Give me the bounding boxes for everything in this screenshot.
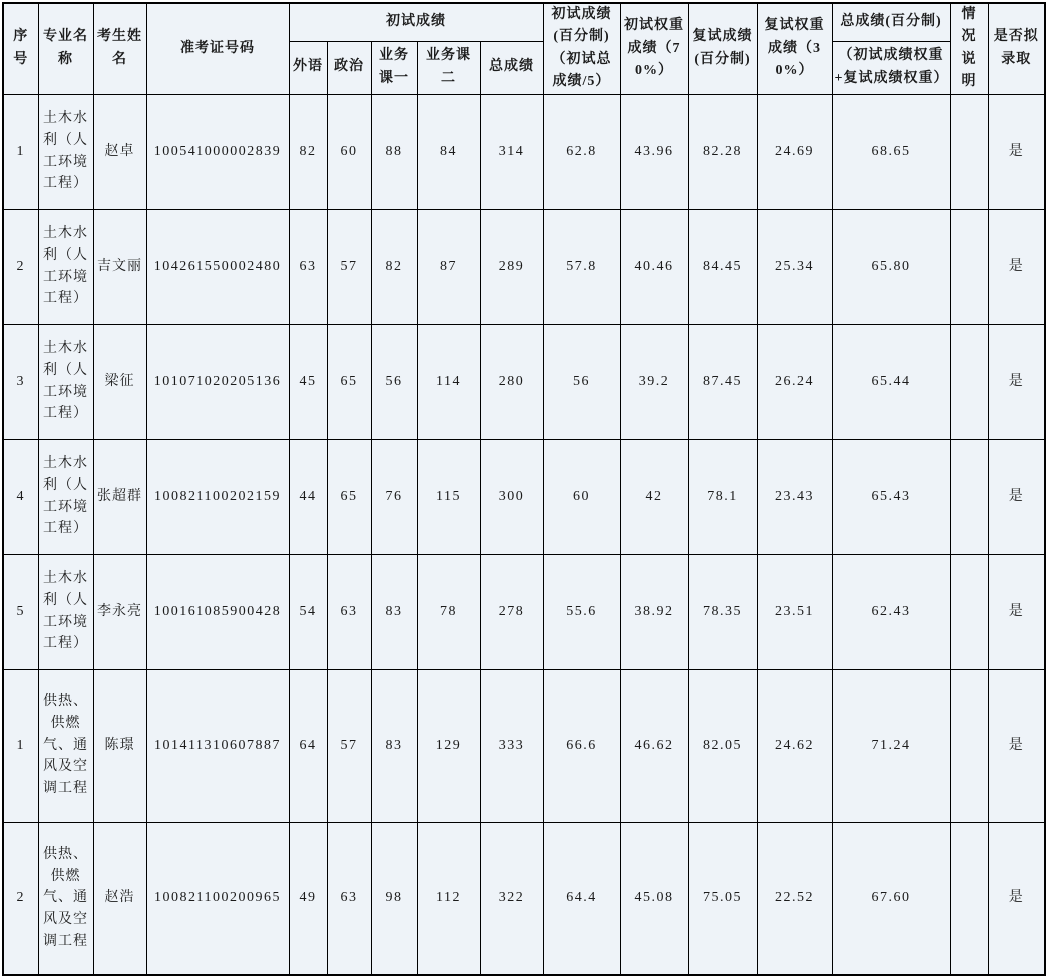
cell-note	[950, 439, 988, 554]
cell-retest-weighted: 23.51	[757, 554, 832, 669]
cell-initial-total: 289	[480, 209, 543, 324]
cell-serial: 3	[3, 324, 38, 439]
cell-initial-pct: 60	[543, 439, 620, 554]
cell-course-two: 129	[417, 669, 480, 822]
cell-initial-total: 314	[480, 94, 543, 209]
cell-candidate-name: 赵卓	[93, 94, 146, 209]
cell-retest-weighted: 24.62	[757, 669, 832, 822]
cell-politics: 63	[327, 822, 371, 975]
cell-final-score: 67.60	[832, 822, 950, 975]
cell-foreign-language: 44	[289, 439, 327, 554]
header-initial-pct: 初试成绩(百分制)（初试总成绩/5）	[543, 3, 620, 94]
cell-initial-weighted: 45.08	[620, 822, 688, 975]
cell-note	[950, 669, 988, 822]
cell-course-one: 83	[371, 669, 417, 822]
cell-candidate-name: 张超群	[93, 439, 146, 554]
cell-politics: 60	[327, 94, 371, 209]
cell-admitted: 是	[988, 94, 1045, 209]
cell-admitted: 是	[988, 439, 1045, 554]
cell-serial: 4	[3, 439, 38, 554]
cell-course-two: 84	[417, 94, 480, 209]
header-initial-weighted: 初试权重成绩（70%）	[620, 3, 688, 94]
cell-candidate-name: 吉文丽	[93, 209, 146, 324]
cell-course-one: 76	[371, 439, 417, 554]
header-major: 专业名称	[38, 3, 93, 94]
cell-initial-pct: 64.4	[543, 822, 620, 975]
cell-retest-weighted: 23.43	[757, 439, 832, 554]
cell-final-score: 62.43	[832, 554, 950, 669]
cell-politics: 65	[327, 439, 371, 554]
cell-foreign-language: 45	[289, 324, 327, 439]
cell-candidate-name: 李永亮	[93, 554, 146, 669]
cell-retest-weighted: 25.34	[757, 209, 832, 324]
cell-admitted: 是	[988, 324, 1045, 439]
cell-admitted: 是	[988, 822, 1045, 975]
cell-admitted: 是	[988, 554, 1045, 669]
cell-note	[950, 554, 988, 669]
cell-admitted: 是	[988, 669, 1045, 822]
cell-major: 土木水利（人工环境工程）	[38, 439, 93, 554]
cell-course-two: 114	[417, 324, 480, 439]
cell-retest-pct: 78.1	[688, 439, 757, 554]
cell-major: 供热、供燃气、通风及空调工程	[38, 669, 93, 822]
admission-score-table	[2, 2, 1046, 976]
header-note: 情况说明	[950, 3, 988, 94]
cell-ticket-number: 100161085900428	[146, 554, 289, 669]
cell-foreign-language: 63	[289, 209, 327, 324]
header-retest-pct: 复试成绩(百分制)	[688, 3, 757, 94]
cell-final-score: 71.24	[832, 669, 950, 822]
header-serial: 序号	[3, 3, 38, 94]
header-admitted: 是否拟录取	[988, 3, 1045, 94]
table-body	[3, 94, 1045, 975]
table-row	[3, 669, 1045, 822]
cell-politics: 65	[327, 324, 371, 439]
cell-note	[950, 209, 988, 324]
cell-retest-pct: 87.45	[688, 324, 757, 439]
cell-ticket-number: 101071020205136	[146, 324, 289, 439]
cell-major: 土木水利（人工环境工程）	[38, 554, 93, 669]
header-initial-total: 总成绩	[480, 41, 543, 94]
cell-ticket-number: 100821100200965	[146, 822, 289, 975]
cell-note	[950, 822, 988, 975]
cell-retest-pct: 82.28	[688, 94, 757, 209]
cell-initial-weighted: 43.96	[620, 94, 688, 209]
cell-ticket-number: 104261550002480	[146, 209, 289, 324]
table-header	[3, 3, 1045, 94]
cell-politics: 63	[327, 554, 371, 669]
cell-course-two: 115	[417, 439, 480, 554]
cell-major: 土木水利（人工环境工程）	[38, 324, 93, 439]
header-retest-weighted: 复试权重成绩（30%）	[757, 3, 832, 94]
header-course-one: 业务课一	[371, 41, 417, 94]
cell-major: 供热、供燃气、通风及空调工程	[38, 822, 93, 975]
table-row	[3, 554, 1045, 669]
cell-course-two: 78	[417, 554, 480, 669]
header-final-score: 总成绩(百分制)	[832, 3, 950, 41]
cell-course-two: 112	[417, 822, 480, 975]
cell-retest-pct: 78.35	[688, 554, 757, 669]
cell-foreign-language: 82	[289, 94, 327, 209]
table-row	[3, 439, 1045, 554]
cell-initial-weighted: 38.92	[620, 554, 688, 669]
cell-initial-pct: 62.8	[543, 94, 620, 209]
cell-ticket-number: 100541000002839	[146, 94, 289, 209]
cell-initial-weighted: 39.2	[620, 324, 688, 439]
cell-initial-total: 280	[480, 324, 543, 439]
cell-initial-total: 300	[480, 439, 543, 554]
cell-note	[950, 324, 988, 439]
cell-retest-weighted: 22.52	[757, 822, 832, 975]
cell-final-score: 68.65	[832, 94, 950, 209]
header-course-two: 业务课二	[417, 41, 480, 94]
cell-initial-total: 333	[480, 669, 543, 822]
cell-serial: 2	[3, 822, 38, 975]
cell-foreign-language: 49	[289, 822, 327, 975]
cell-final-score: 65.43	[832, 439, 950, 554]
cell-serial: 5	[3, 554, 38, 669]
table-row	[3, 209, 1045, 324]
cell-final-score: 65.44	[832, 324, 950, 439]
cell-retest-weighted: 26.24	[757, 324, 832, 439]
cell-note	[950, 94, 988, 209]
header-candidate-name: 考生姓名	[93, 3, 146, 94]
header-ticket-number: 准考证号码	[146, 3, 289, 94]
cell-candidate-name: 梁征	[93, 324, 146, 439]
table-row	[3, 94, 1045, 209]
cell-foreign-language: 64	[289, 669, 327, 822]
cell-course-one: 83	[371, 554, 417, 669]
cell-foreign-language: 54	[289, 554, 327, 669]
cell-initial-weighted: 40.46	[620, 209, 688, 324]
cell-course-one: 56	[371, 324, 417, 439]
cell-serial: 1	[3, 669, 38, 822]
cell-admitted: 是	[988, 209, 1045, 324]
cell-course-one: 88	[371, 94, 417, 209]
cell-initial-weighted: 42	[620, 439, 688, 554]
cell-ticket-number: 101411310607887	[146, 669, 289, 822]
cell-candidate-name: 赵浩	[93, 822, 146, 975]
cell-candidate-name: 陈璟	[93, 669, 146, 822]
cell-initial-pct: 55.6	[543, 554, 620, 669]
table-row	[3, 822, 1045, 975]
cell-course-one: 98	[371, 822, 417, 975]
header-final-score-formula: （初试成绩权重+复试成绩权重）	[832, 41, 950, 94]
cell-final-score: 65.80	[832, 209, 950, 324]
cell-retest-pct: 84.45	[688, 209, 757, 324]
cell-course-one: 82	[371, 209, 417, 324]
header-foreign-language: 外语	[289, 41, 327, 94]
cell-major: 土木水利（人工环境工程）	[38, 209, 93, 324]
cell-serial: 1	[3, 94, 38, 209]
cell-serial: 2	[3, 209, 38, 324]
cell-retest-pct: 82.05	[688, 669, 757, 822]
cell-course-two: 87	[417, 209, 480, 324]
cell-politics: 57	[327, 669, 371, 822]
header-group-initial-scores: 初试成绩	[289, 3, 543, 41]
cell-major: 土木水利（人工环境工程）	[38, 94, 93, 209]
cell-initial-total: 278	[480, 554, 543, 669]
cell-retest-pct: 75.05	[688, 822, 757, 975]
cell-initial-total: 322	[480, 822, 543, 975]
cell-ticket-number: 100821100202159	[146, 439, 289, 554]
cell-initial-pct: 57.8	[543, 209, 620, 324]
cell-initial-weighted: 46.62	[620, 669, 688, 822]
table-row	[3, 324, 1045, 439]
cell-retest-weighted: 24.69	[757, 94, 832, 209]
cell-initial-pct: 56	[543, 324, 620, 439]
cell-politics: 57	[327, 209, 371, 324]
cell-initial-pct: 66.6	[543, 669, 620, 822]
header-politics: 政治	[327, 41, 371, 94]
